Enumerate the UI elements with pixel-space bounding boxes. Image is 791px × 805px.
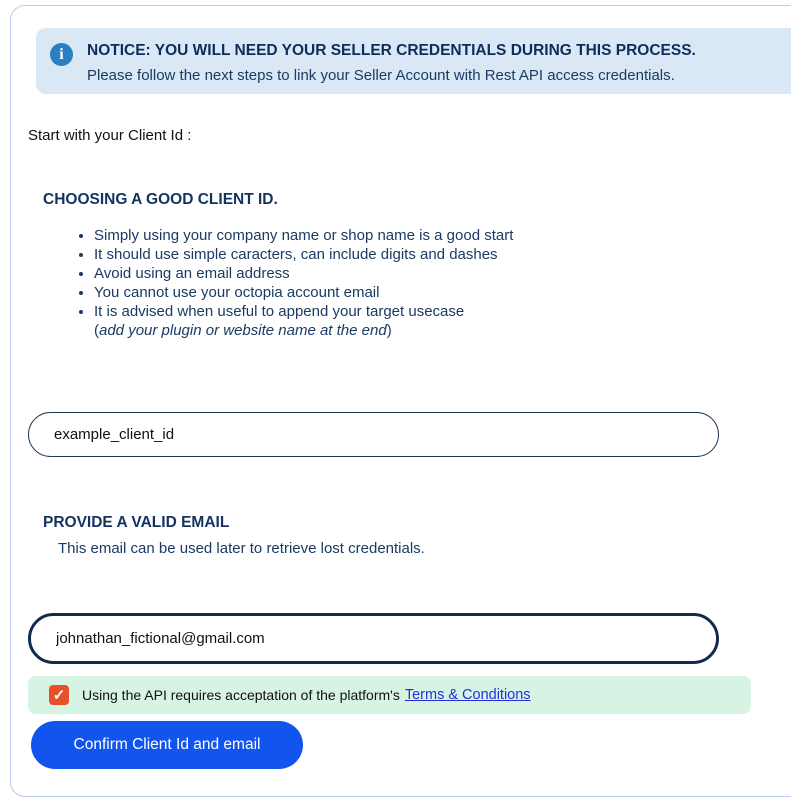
tip-note-prefix: ( bbox=[94, 322, 99, 339]
notice-subtitle: Please follow the next steps to link your Seller Account with Rest API access credentials. bbox=[87, 67, 675, 84]
intro-label: Start with your Client Id : bbox=[28, 127, 192, 144]
email-input[interactable] bbox=[28, 613, 719, 664]
client-id-heading: CHOOSING A GOOD CLIENT ID. bbox=[43, 191, 278, 208]
tip-item: • It should use simple caracters, can include digits and dashes bbox=[94, 245, 615, 264]
confirm-button[interactable]: Confirm Client Id and email bbox=[31, 721, 303, 769]
form-card bbox=[10, 5, 791, 797]
tip-item: • You cannot use your octopia account email bbox=[94, 283, 615, 302]
notice-title: NOTICE: YOU WILL NEED YOUR SELLER CREDENTIALS DURING THIS PROCESS. bbox=[87, 42, 696, 59]
terms-row bbox=[28, 676, 751, 714]
tip-item: • Avoid using an email address bbox=[94, 264, 615, 283]
client-id-input[interactable] bbox=[28, 412, 719, 457]
terms-label: Using the API requires acceptation of the platform's bbox=[82, 687, 400, 703]
client-id-tips-list bbox=[75, 226, 615, 340]
terms-checkbox[interactable]: ✓ bbox=[49, 685, 69, 705]
tip-item-text: It is advised when useful to append your target usecase bbox=[94, 303, 465, 320]
tip-note-italic: add your plugin or website name at the end bbox=[99, 322, 387, 339]
tip-item bbox=[94, 302, 615, 340]
notice-banner bbox=[36, 28, 791, 94]
terms-conditions-link[interactable]: Terms & Conditions bbox=[404, 687, 531, 703]
tip-note-suffix: ) bbox=[386, 322, 392, 339]
notice-text bbox=[87, 39, 696, 83]
email-heading: PROVIDE A VALID EMAIL bbox=[43, 514, 230, 531]
email-subheading: This email can be used later to retrieve lost credentials. bbox=[58, 540, 425, 557]
tip-item: • Simply using your company name or shop name is a good start bbox=[94, 226, 615, 245]
info-icon: i bbox=[50, 43, 73, 66]
